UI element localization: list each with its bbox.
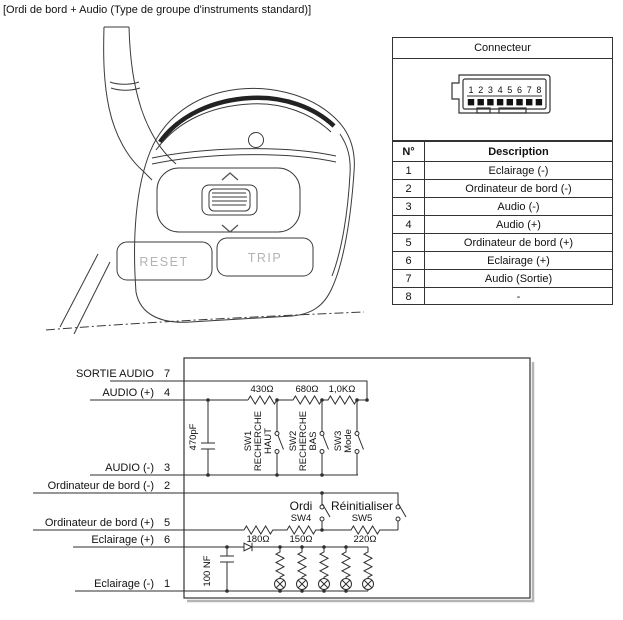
resistor-label-680: 680Ω bbox=[295, 384, 319, 395]
pin-square bbox=[468, 99, 474, 105]
pin-num-1: 1 bbox=[163, 578, 171, 590]
connector-panel-title: Connecteur bbox=[393, 38, 612, 59]
pin-square bbox=[536, 99, 542, 105]
switch-label-sw5: SW5 bbox=[351, 513, 373, 524]
pin-num-3: 3 bbox=[163, 462, 171, 474]
pin-label-ordi-minus: Ordinateur de bord (-) bbox=[47, 480, 154, 492]
resistor-label-180: 180Ω bbox=[246, 534, 270, 545]
pin-table-row bbox=[393, 180, 612, 198]
junction-dot bbox=[320, 398, 324, 402]
resistor-label-1k: 1,0KΩ bbox=[328, 384, 356, 395]
pin-square bbox=[526, 99, 532, 105]
rim-lower-left bbox=[60, 254, 110, 334]
pin-table-row bbox=[393, 270, 612, 288]
pin-num-2: 2 bbox=[163, 480, 171, 492]
resistor-label-430: 430Ω bbox=[250, 384, 274, 395]
pin-table-row bbox=[393, 288, 612, 306]
junction-dot bbox=[206, 473, 210, 477]
switch-label-sw3-mode: Mode bbox=[343, 429, 354, 453]
pin-num-4: 4 bbox=[163, 387, 171, 399]
switch-label-sw1: SW1 bbox=[243, 430, 254, 452]
switch-label-reinitialiser: Réinitialiser bbox=[330, 499, 394, 513]
reset-button-label: RESET bbox=[139, 255, 189, 269]
pin-square bbox=[507, 99, 513, 105]
pin-number-cell: 5 bbox=[393, 234, 425, 252]
switch-label-sw1-recherche: RECHERCHE bbox=[253, 410, 264, 472]
junction-dot bbox=[278, 545, 282, 549]
junction-dot bbox=[320, 473, 324, 477]
pod-divider bbox=[152, 149, 336, 164]
pin-table-header-description: Description bbox=[425, 142, 613, 162]
junction-dot bbox=[344, 589, 348, 593]
pin-label-eclairage-plus: Eclairage (+) bbox=[91, 534, 154, 546]
junction-dot bbox=[300, 545, 304, 549]
junction-dot bbox=[206, 398, 210, 402]
scroll-wheel-inner bbox=[209, 189, 250, 211]
pillar-outline bbox=[104, 27, 176, 180]
pin-description-cell: Eclairage (-) bbox=[425, 162, 613, 180]
chevron-up-icon bbox=[222, 173, 238, 180]
pin-square bbox=[497, 99, 503, 105]
control-cluster-outline bbox=[157, 168, 300, 232]
pin-description-cell: Ordinateur de bord (-) bbox=[425, 180, 613, 198]
circuit-schematic bbox=[0, 350, 623, 620]
schematic-box bbox=[184, 358, 530, 598]
connector-pin-numbers bbox=[468, 85, 541, 95]
resistor-label-220: 220Ω bbox=[353, 534, 377, 545]
horn-circle bbox=[249, 133, 264, 148]
pin-description-cell: - bbox=[425, 288, 613, 306]
pin-description-cell: Audio (Sortie) bbox=[425, 270, 613, 288]
junction-dot bbox=[300, 589, 304, 593]
pin-description-cell: Ordinateur de bord (+) bbox=[425, 234, 613, 252]
switch-label-sw2-bas: BAS bbox=[308, 431, 319, 451]
junction-dot bbox=[344, 545, 348, 549]
pin-table-header-num: N° bbox=[393, 142, 425, 162]
connector-panel bbox=[392, 37, 613, 305]
switch-label-sw4: SW4 bbox=[290, 513, 312, 524]
steering-wheel-lines bbox=[46, 27, 364, 334]
trip-button-label: TRIP bbox=[247, 251, 283, 265]
pin-label-ordi-plus: Ordinateur de bord (+) bbox=[44, 517, 154, 529]
junction-dot bbox=[275, 473, 279, 477]
pin-number-cell: 6 bbox=[393, 252, 425, 270]
pin-number-cell: 7 bbox=[393, 270, 425, 288]
connector-drawing bbox=[393, 59, 612, 139]
page-title: [Ordi de bord + Audio (Type de groupe d'instruments standard)] bbox=[3, 4, 312, 16]
pin-table-row bbox=[393, 198, 612, 216]
pin-label-audio-minus: AUDIO (-) bbox=[105, 462, 154, 474]
connector-pin-number: 7 bbox=[526, 85, 532, 95]
switch-label-sw2-recherche: RECHERCHE bbox=[298, 410, 309, 472]
connector-drawing-area bbox=[393, 59, 612, 141]
junction-dot bbox=[320, 491, 324, 495]
junction-dot bbox=[355, 398, 359, 402]
pin-num-6: 6 bbox=[163, 534, 171, 546]
connector-pin-number: 4 bbox=[497, 85, 503, 95]
junction-dot bbox=[225, 589, 229, 593]
connector-pin-number: 2 bbox=[478, 85, 484, 95]
pin-table-row bbox=[393, 216, 612, 234]
pin-label-eclairage-minus: Eclairage (-) bbox=[94, 578, 154, 590]
chevron-down-icon bbox=[222, 225, 238, 232]
switch-label-sw3: SW3 bbox=[333, 430, 344, 452]
connector-pin-number: 1 bbox=[468, 85, 474, 95]
junction-dot bbox=[275, 398, 279, 402]
pin-description-cell: Eclairage (+) bbox=[425, 252, 613, 270]
pin-table-header-row bbox=[393, 142, 612, 162]
switch-label-sw1-haut: HAUT bbox=[263, 428, 274, 454]
switch-label-sw2: SW2 bbox=[288, 430, 299, 452]
pin-num-7: 7 bbox=[163, 368, 171, 380]
pin-square bbox=[478, 99, 484, 105]
scroll-wheel-ridges bbox=[212, 193, 247, 205]
connector-inner bbox=[463, 79, 546, 109]
pin-table-row bbox=[393, 252, 612, 270]
pin-label-audio-plus: AUDIO (+) bbox=[102, 387, 154, 399]
pin-number-cell: 3 bbox=[393, 198, 425, 216]
junction-dot bbox=[320, 528, 324, 532]
junction-dot bbox=[365, 398, 369, 402]
capacitor-label-100nf: 100 NF bbox=[202, 555, 213, 587]
junction-dot bbox=[322, 589, 326, 593]
capacitor-label-470pf: 470pF bbox=[188, 423, 199, 451]
switch-label-ordi: Ordi bbox=[289, 499, 313, 513]
pin-square bbox=[516, 99, 522, 105]
pin-table bbox=[393, 141, 612, 305]
resistor-label-150: 150Ω bbox=[289, 534, 313, 545]
connector-pin-squares bbox=[468, 99, 542, 105]
pin-table-row bbox=[393, 162, 612, 180]
connector-pin-number: 3 bbox=[487, 85, 493, 95]
junction-dot bbox=[225, 545, 229, 549]
junction-dot bbox=[278, 589, 282, 593]
connector-pin-number: 6 bbox=[516, 85, 523, 95]
connector-pin-number: 5 bbox=[507, 85, 513, 95]
pin-square bbox=[487, 99, 493, 105]
junction-dot bbox=[322, 545, 326, 549]
schematic-pin-labels bbox=[45, 368, 170, 590]
pin-number-cell: 8 bbox=[393, 288, 425, 306]
pin-description-cell: Audio (+) bbox=[425, 216, 613, 234]
pin-number-cell: 4 bbox=[393, 216, 425, 234]
steering-wheel-illustration bbox=[40, 22, 370, 347]
pin-description-cell: Audio (-) bbox=[425, 198, 613, 216]
pin-table-row bbox=[393, 234, 612, 252]
connector-pin-number: 8 bbox=[536, 85, 542, 95]
pin-number-cell: 1 bbox=[393, 162, 425, 180]
pin-num-5: 5 bbox=[163, 517, 171, 529]
pin-label-sortie-audio: SORTIE AUDIO bbox=[75, 368, 154, 380]
pin-number-cell: 2 bbox=[393, 180, 425, 198]
